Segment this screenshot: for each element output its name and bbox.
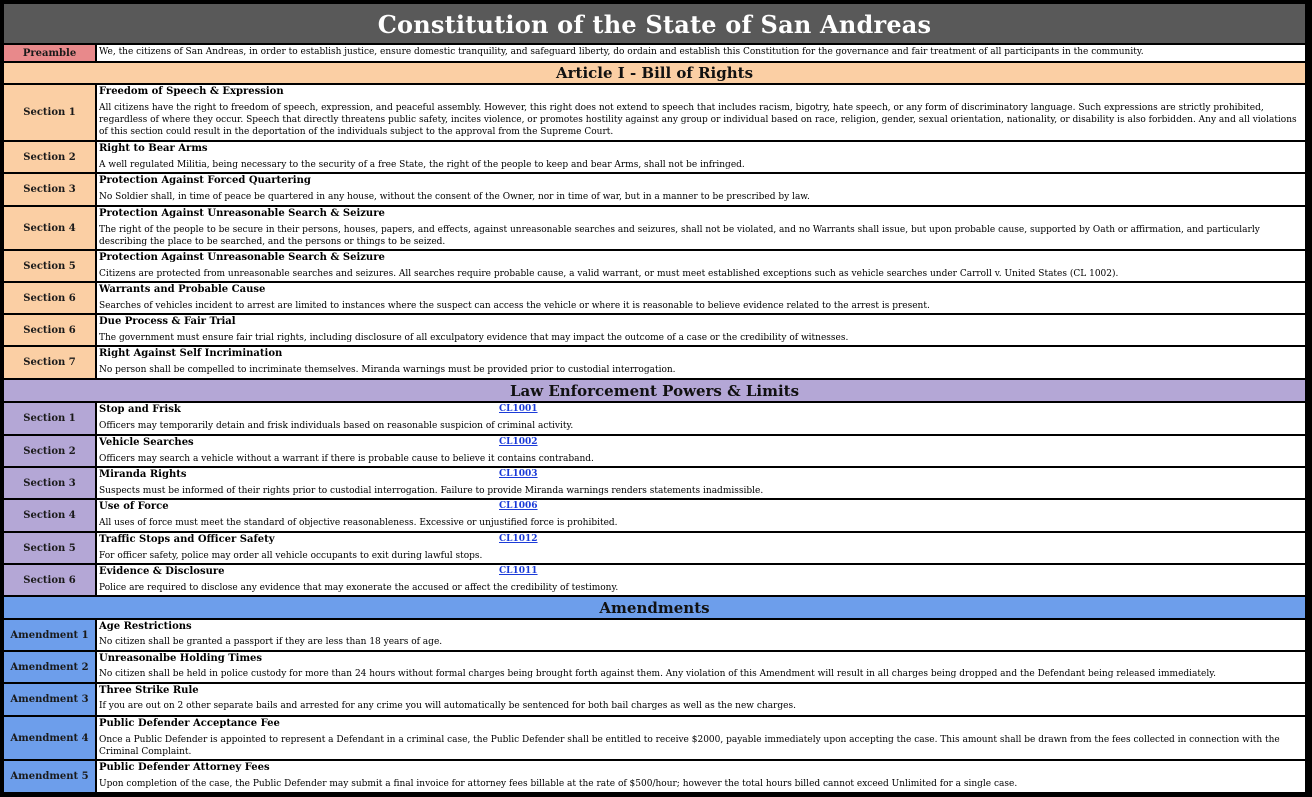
row-heading: Miranda Rights — [99, 469, 187, 480]
row-text: If you are out on 2 other separate bails and arrested for any crime you will automatically be sentenced for both bail charges as well as the new charges. — [99, 701, 796, 711]
case-law-link[interactable]: CL1001 — [499, 404, 538, 414]
case-law-link[interactable]: CL1012 — [499, 534, 538, 544]
row-heading: Public Defender Attorney Fees — [99, 762, 270, 773]
row-heading: Public Defender Acceptance Fee — [99, 718, 280, 729]
row-content — [97, 500, 1305, 531]
row-content — [97, 251, 1305, 281]
row-text: Once a Public Defender is appointed to represent a Defendant in a criminal case, the Public Defender shall be entitled to receive $2000, payable immediately upon accepting the case. This amount shall be drawn from the fees collected in connection with the Criminal Complaint. — [99, 735, 1280, 757]
row-heading: Unreasonalbe Holding Times — [99, 653, 263, 664]
row-text: Upon completion of the case, the Public Defender may submit a final invoice for attorney fees billable at the rate of $500/hour; however the total hours billed cannot exceed Unlimited for a single case. — [99, 779, 1018, 789]
row-heading: Protection Against Unreasonable Search & Seizure — [99, 252, 385, 263]
row-label: Section 3 — [4, 468, 95, 498]
row-content — [97, 207, 1305, 249]
amendment-row — [4, 620, 1305, 650]
row-text: Officers may search a vehicle without a warrant if there is probable cause to believe it contains contraband. — [99, 454, 594, 464]
case-law-link[interactable]: CL1006 — [499, 501, 538, 511]
row-content — [97, 315, 1305, 345]
row-heading: Stop and Frisk — [99, 404, 181, 415]
article1-row — [4, 251, 1305, 281]
case-law-link[interactable]: CL1003 — [499, 469, 538, 479]
row-content — [97, 533, 1305, 563]
row-text: For officer safety, police may order all vehicle occupants to exit during lawful stops. — [99, 551, 483, 561]
page-title: Constitution of the State of San Andreas — [4, 4, 1305, 43]
row-label: Section 4 — [4, 207, 95, 249]
row-text: Suspects must be informed of their rights prior to custodial interrogation. Failure to provide Miranda warnings renders statements inadmissible. — [99, 486, 764, 496]
law-enforcement-banner: Law Enforcement Powers & Limits — [4, 380, 1305, 401]
row-content — [97, 85, 1305, 140]
row-label: Section 2 — [4, 142, 95, 172]
row-label: Section 5 — [4, 251, 95, 281]
row-content — [97, 142, 1305, 172]
row-text: The right of the people to be secure in their persons, houses, papers, and effects, against unreasonable searches and seizures, shall not be violated, and no Warrants shall issue, but upon probable cause, supported by Oath or affirmation, and particularly describing the place to be searched, and the persons or things to be seized. — [99, 225, 1260, 247]
article1-banner: Article I - Bill of Rights — [4, 63, 1305, 83]
row-content — [97, 436, 1305, 466]
row-label: Section 6 — [4, 315, 95, 345]
row-heading: Warrants and Probable Cause — [99, 284, 266, 295]
row-text: Citizens are protected from unreasonable searches and seizures. All searches require probable cause, a valid warrant, or must meet established exceptions such as vehicle searches under Carroll v. United States (CL 1002). — [99, 269, 1119, 279]
row-text: No citizen shall be held in police custody for more than 24 hours without formal charges being brought forth against them. Any violation of this Amendment will result in all charges being dropped and the Defendant being released immediately. — [99, 669, 1216, 679]
row-heading: Due Process & Fair Trial — [99, 316, 236, 327]
preamble-text: We, the citizens of San Andreas, in order to establish justice, ensure domestic tranquility, and safeguard liberty, do ordain and establish this Constitution for the governance and fair treatment of all participants in the community. — [97, 45, 1305, 61]
row-label: Section 3 — [4, 174, 95, 205]
case-law-link[interactable]: CL1011 — [499, 566, 538, 576]
article1-row — [4, 85, 1305, 140]
row-heading: Use of Force — [99, 501, 169, 512]
law-enforcement-row — [4, 533, 1305, 563]
row-label: Section 2 — [4, 436, 95, 466]
row-label: Section 5 — [4, 533, 95, 563]
row-text: A well regulated Militia, being necessary to the security of a free State, the right of the people to keep and bear Arms, shall not be infringed. — [99, 160, 745, 170]
row-label: Section 6 — [4, 565, 95, 595]
article1-row — [4, 347, 1305, 378]
row-heading: Right Against Self Incrimination — [99, 348, 283, 359]
row-content — [97, 347, 1305, 378]
row-content — [97, 565, 1305, 595]
preamble-label: Preamble — [4, 45, 95, 61]
row-label: Amendment 3 — [4, 684, 95, 715]
row-label: Section 7 — [4, 347, 95, 378]
row-heading: Protection Against Forced Quartering — [99, 175, 311, 186]
case-law-link[interactable]: CL1002 — [499, 437, 538, 447]
row-label: Amendment 4 — [4, 717, 95, 759]
row-label: Section 6 — [4, 283, 95, 313]
row-label: Amendment 1 — [4, 620, 95, 650]
article1-row — [4, 207, 1305, 249]
row-text: All citizens have the right to freedom of speech, expression, and peaceful assembly. However, this right does not extend to speech that includes racism, bigotry, hate speech, or any form of discriminatory language. Such expressions are strictly prohibited, regardless of where they occur. Speech that directly threatens public safety, incites violence, or promotes hostility against any group or individual based on race, religion, gender, sexual orientation, nationality, or disability is also forbidden. Any and all violations of this section could result in the deportation of the individuals subject to the approval from the Supreme Court. — [99, 103, 1297, 137]
row-text: No Soldier shall, in time of peace be quartered in any house, without the consent of the Owner, nor in time of war, but in a manner to be prescribed by law. — [99, 192, 810, 202]
law-enforcement-row — [4, 468, 1305, 498]
row-content — [97, 468, 1305, 498]
amendments-banner: Amendments — [4, 597, 1305, 618]
row-label: Amendment 2 — [4, 652, 95, 682]
article1-row — [4, 174, 1305, 205]
row-heading: Evidence & Disclosure — [99, 566, 225, 577]
row-heading: Traffic Stops and Officer Safety — [99, 534, 275, 545]
row-text: No citizen shall be granted a passport if they are less than 18 years of age. — [99, 637, 443, 647]
row-heading: Age Restrictions — [99, 621, 192, 632]
row-content — [97, 174, 1305, 205]
row-heading: Vehicle Searches — [99, 437, 194, 448]
row-text: Police are required to disclose any evidence that may exonerate the accused or affect the credibility of testimony. — [99, 583, 619, 593]
row-content — [97, 684, 1305, 715]
row-text: Searches of vehicles incident to arrest are limited to instances where the suspect can access the vehicle or where it is reasonable to believe evidence related to the arrest is present. — [99, 301, 930, 311]
preamble-row — [4, 45, 1305, 61]
amendment-row — [4, 761, 1305, 792]
row-text: No person shall be compelled to incriminate themselves. Miranda warnings must be provided prior to custodial interrogation. — [99, 365, 676, 375]
law-enforcement-row — [4, 500, 1305, 531]
law-enforcement-row — [4, 436, 1305, 466]
row-content — [97, 403, 1305, 434]
constitution-sheet — [4, 4, 1305, 793]
row-label: Section 4 — [4, 500, 95, 531]
amendment-row — [4, 652, 1305, 682]
row-label: Section 1 — [4, 85, 95, 140]
article1-row — [4, 315, 1305, 345]
row-heading: Protection Against Unreasonable Search & Seizure — [99, 208, 385, 219]
article1-row — [4, 142, 1305, 172]
row-content — [97, 283, 1305, 313]
row-label: Amendment 5 — [4, 761, 95, 792]
row-content — [97, 761, 1305, 792]
law-enforcement-row — [4, 565, 1305, 595]
row-text: All uses of force must meet the standard of objective reasonableness. Excessive or unjustified force is prohibited. — [99, 518, 618, 528]
row-content — [97, 652, 1305, 682]
law-enforcement-row — [4, 403, 1305, 434]
row-heading: Three Strike Rule — [99, 685, 199, 696]
amendment-row — [4, 717, 1305, 759]
row-label: Section 1 — [4, 403, 95, 434]
row-text: Officers may temporarily detain and frisk individuals based on reasonable suspicion of criminal activity. — [99, 421, 574, 431]
row-heading: Right to Bear Arms — [99, 143, 208, 154]
row-content — [97, 620, 1305, 650]
row-text: The government must ensure fair trial rights, including disclosure of all exculpatory evidence that may impact the outcome of a case or the credibility of witnesses. — [99, 333, 849, 343]
article1-row — [4, 283, 1305, 313]
row-content — [97, 717, 1305, 759]
amendment-row — [4, 684, 1305, 715]
row-heading: Freedom of Speech & Expression — [99, 86, 284, 97]
